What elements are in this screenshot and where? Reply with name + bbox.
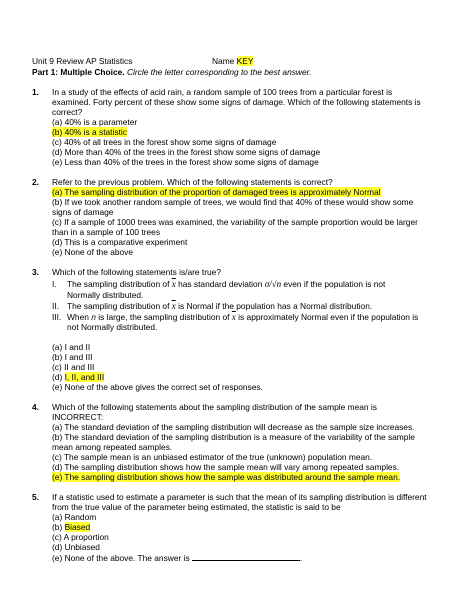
q2-option-e: (e) None of the above [52,247,134,257]
q2-option-c-line-2: than in a sample of 100 trees [52,227,161,237]
part-heading [32,67,311,77]
q3-roman-ii: II. [52,301,59,311]
q5-option-c: (c) A proportion [52,532,109,542]
q2-number: 2. [32,177,39,187]
sigma-over-root-n-formula: σ/√n [264,279,282,289]
q2-option-b-line-1: (b) If we took another random sample of trees, we would find that 40% of these would show some [52,197,414,207]
q3-option-c: (c) II and III [52,362,95,372]
q5-option-e: (e) None of the above. The answer is . [52,553,303,563]
q3-option-e: (e) None of the above gives the correct set of responses. [52,382,263,392]
q4-option-b-line-1: (b) The standard deviation of the sampling distribution is a measure of the variability of the sample [52,432,415,442]
q1-option-e: (e) Less than 40% of the trees in the forest show some signs of damage [52,157,319,167]
q5-number: 5. [32,492,39,502]
q3-statement-iii-line-1: When n is large, the sampling distribution of $\overline{x}$ is approximately Normal even if the population is [67,312,419,322]
q3-option-a: (a) I and II [52,342,91,352]
q5-stem-line-1: If a statistic used to estimate a parameter is such that the mean of its sampling distribution is different [52,492,427,502]
q1-option-a: (a) 40% is a parameter [52,117,138,127]
q3-option-b: (b) I and III [52,352,93,362]
q2-option-d: (d) This is a comparative experiment [52,237,188,247]
q1-option-d: (d) More than 40% of the trees in the forest show some signs of damage [52,147,321,157]
q4-stem-line-2: INCORRECT: [52,412,104,422]
name-label: Name [212,56,235,66]
part-instructions: Circle the letter corresponding to the best answer. [126,67,312,77]
name-value: KEY [236,56,254,66]
q4-option-a: (a) The standard deviation of the sampling distribution will decrease as the sample size increases. [52,422,415,432]
q2-option-b-line-2: signs of damage [52,207,114,217]
name-line [212,56,253,66]
q5-option-a: (a) Random [52,512,97,522]
part-label: Part 1: Multiple Choice. [32,67,125,77]
q3-stem: Which of the following statements is/are true? [52,267,221,277]
q4-option-b-line-2: mean among repeated samples. [52,442,173,452]
q1-option-c: (c) 40% of all trees in the forest show some signs of damage [52,137,277,147]
q3-statement-i-line-1: The sampling distribution of $\overline{x}$ has standard deviation σ/√n even if the population is not [67,279,386,289]
answer-blank [192,552,300,561]
worksheet-title: Unit 9 Review AP Statistics [32,56,133,66]
q4-option-d: (d) The sampling distribution shows how the sample mean will vary among repeated samples. [52,462,400,472]
q4-number: 4. [32,402,39,412]
q3-statement-i-line-2: Normally distributed. [67,290,144,300]
q3-roman-iii: III. [52,312,62,322]
q2-stem: Refer to the previous problem. Which of the following statements is correct? [52,177,333,187]
q1-stem-line-3: correct? [52,107,83,117]
q5-stem-line-2: from the true value of the parameter being estimated, the statistic is said to be [52,502,341,512]
q4-option-c: (c) The sample mean is an unbiased estimator of the true (unknown) population mean. [52,452,373,462]
q2-option-c-line-1: (c) If a sample of 1000 trees was examined, the variability of the sample proportion would be larger [52,217,418,227]
q3-number: 3. [32,267,39,277]
q1-stem-line-2: examined. Forty percent of these show some signs of damage. Which of the following statements is [52,97,421,107]
q3-roman-i: I. [52,279,57,289]
q3-statement-ii: The sampling distribution of $\overline{x}$ is Normal if the population has a Normal distribution. [67,301,373,311]
x-bar-symbol: $\overline{x}$ [171,279,176,289]
q4-option-e: (e) The sampling distribution shows how the sample was distributed around the sample mean. [52,472,401,482]
q2-option-a: (a) The sampling distribution of the proportion of damaged trees is approximately Normal [52,187,381,197]
q3-option-d: (d) I, II, and III [52,372,105,382]
q1-stem-line-1: In a study of the effects of acid rain, a random sample of 100 trees from a particular forest is [52,87,393,97]
q1-number: 1. [32,87,39,97]
q5-option-d: (d) Unbiased [52,542,100,552]
q3-statement-iii-line-2: not Normally distributed. [67,322,158,332]
q5-option-b: (b) Biased [52,522,91,532]
q1-option-b: (b) 40% is a statistic [52,127,127,137]
q4-stem-line-1: Which of the following statements about the sampling distribution of the sample mean is [52,402,377,412]
